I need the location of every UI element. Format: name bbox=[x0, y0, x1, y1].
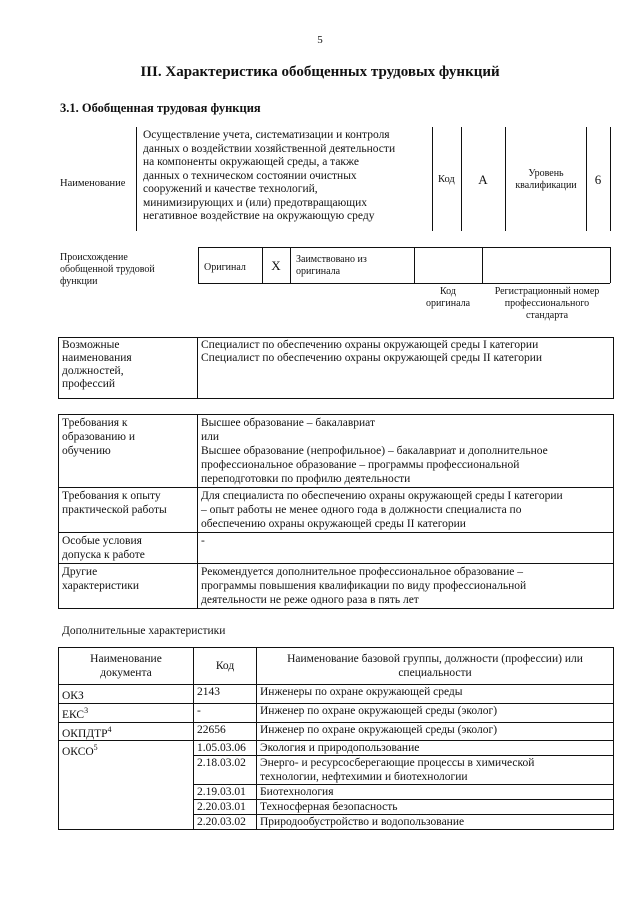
positions-label bbox=[59, 338, 198, 399]
name-cell bbox=[257, 756, 614, 785]
header-doc-line: Наименование bbox=[90, 653, 162, 665]
position-value: Специалист по обеспечению охраны окружающей среды II категории bbox=[201, 352, 543, 364]
code-original-line: оригинала bbox=[425, 298, 471, 309]
function-name-line: данных о воздействии хозяйственной деятельности bbox=[143, 142, 396, 155]
reg-number-line: стандарта bbox=[525, 310, 569, 321]
doc-cell bbox=[59, 685, 194, 704]
position-value: Специалист по обеспечению охраны окружающей среды I категории bbox=[201, 339, 539, 351]
borrowed-label-line: Заимствовано из bbox=[296, 254, 367, 265]
additional-title: Дополнительные характеристики bbox=[62, 625, 226, 637]
code-label: Код bbox=[438, 174, 455, 185]
name-line: Инженеры по охране окружающей среды bbox=[260, 686, 463, 698]
requirements-table bbox=[58, 414, 614, 609]
origin-label-line: Происхождение bbox=[60, 252, 128, 263]
level-value: 6 bbox=[594, 172, 602, 187]
requirement-label bbox=[59, 488, 198, 533]
requirement-label-line: Другие bbox=[62, 566, 98, 578]
name-cell bbox=[257, 741, 614, 756]
code-cell: 2.18.03.02 bbox=[194, 756, 257, 785]
function-name-box bbox=[136, 127, 433, 231]
name-line: Природообустройство и водопользование bbox=[260, 816, 465, 829]
requirement-label-line: практической работы bbox=[62, 504, 167, 516]
level-label bbox=[507, 168, 585, 192]
header-code: Код bbox=[194, 648, 257, 685]
doc-name: ОКЗ bbox=[62, 689, 84, 702]
requirement-label bbox=[59, 564, 198, 609]
footnote-ref: 3 bbox=[84, 705, 89, 715]
requirement-label-line: допуска к работе bbox=[62, 549, 145, 561]
footnote-ref: 4 bbox=[107, 724, 112, 734]
doc-name: ЕКС bbox=[62, 708, 85, 721]
table-row bbox=[59, 415, 614, 488]
name-cell bbox=[257, 815, 614, 830]
name-label: Наименование bbox=[60, 178, 126, 189]
reg-number-label bbox=[484, 286, 610, 322]
requirement-value-line: или bbox=[201, 431, 220, 443]
name-line: Техносферная безопасность bbox=[260, 801, 398, 814]
origin-label-line: обобщенной трудовой bbox=[60, 264, 155, 275]
name-cell bbox=[257, 800, 614, 815]
footnote-ref: 5 bbox=[93, 743, 98, 753]
reg-number-line: Регистрационный номер bbox=[494, 286, 600, 297]
requirement-value-line: программы повышения квалификации по виду профессиональной bbox=[201, 580, 527, 592]
name-cell bbox=[257, 685, 614, 704]
requirement-value-line: Рекомендуется дополнительное профессиональное образование – bbox=[201, 566, 524, 578]
header-doc bbox=[59, 648, 194, 685]
table-row bbox=[59, 722, 614, 741]
function-name-line: на компоненты окружающей среды, а также bbox=[143, 156, 359, 168]
requirement-value-line: обеспечению охраны окружающей среды II категории bbox=[201, 518, 466, 530]
borrowed-label bbox=[296, 254, 367, 278]
requirement-value-line: Для специалиста по обеспечению охраны окружающей среды I категории bbox=[201, 490, 563, 502]
requirement-label bbox=[59, 533, 198, 564]
origin-label-line: функции bbox=[60, 276, 98, 287]
requirement-label-line: Особые условия bbox=[62, 535, 142, 547]
requirement-value-line: - bbox=[201, 535, 205, 547]
positions-label-line: Возможные bbox=[62, 339, 120, 351]
requirement-value bbox=[198, 564, 614, 609]
name-line: технологии, нефтехимии и биотехнологии bbox=[260, 771, 468, 784]
name-cell bbox=[257, 722, 614, 741]
code-cell: 1.05.03.06 bbox=[194, 741, 257, 756]
table-row bbox=[59, 338, 614, 399]
level-label-line: квалификации bbox=[515, 180, 577, 191]
borrowed-label-line: оригинала bbox=[296, 266, 341, 277]
header-name-line: специальности bbox=[398, 667, 472, 679]
name-line: Инженер по охране окружающей среды (эколог) bbox=[260, 704, 498, 717]
requirement-value-line: Высшее образование (непрофильное) – бакалавриат и дополнительное bbox=[201, 445, 548, 457]
code-cell: - bbox=[194, 703, 257, 722]
doc-cell bbox=[59, 722, 194, 741]
header-doc-line: документа bbox=[100, 667, 152, 679]
positions-table bbox=[58, 337, 614, 399]
function-name-line: минимизирующих и (или) предотвращающих bbox=[143, 196, 367, 209]
function-name-line: сооружений и качестве технологий, bbox=[143, 183, 318, 195]
requirement-value bbox=[198, 488, 614, 533]
page-number: 5 bbox=[317, 34, 323, 46]
requirement-value-line: переподготовки по профилю деятельности bbox=[201, 473, 411, 485]
origin-label bbox=[60, 252, 155, 288]
positions-label-line: должностей, bbox=[62, 365, 124, 377]
requirement-label-line: образованию и bbox=[62, 431, 135, 443]
subsection-title: 3.1. Обобщенная трудовая функция bbox=[60, 101, 261, 115]
table-row bbox=[59, 703, 614, 722]
name-line: Инженер по охране окружающей среды (эколог) bbox=[260, 723, 498, 736]
doc-name: ОКПДТР bbox=[62, 727, 108, 740]
code-cell: 2143 bbox=[194, 685, 257, 704]
reg-number-line: профессионального bbox=[504, 298, 590, 309]
requirement-label-line: обучению bbox=[62, 445, 111, 457]
requirement-value bbox=[198, 415, 614, 488]
name-cell bbox=[257, 785, 614, 800]
function-name-line: негативное воздействие на окружающую среду bbox=[143, 210, 375, 222]
requirement-label-line: Требования к bbox=[62, 417, 128, 429]
table-row bbox=[59, 488, 614, 533]
requirement-value bbox=[198, 533, 614, 564]
table-row bbox=[59, 685, 614, 704]
code-original-label bbox=[414, 286, 482, 310]
code-cell: 22656 bbox=[194, 722, 257, 741]
doc-cell bbox=[59, 703, 194, 722]
positions-label-line: профессий bbox=[62, 378, 116, 390]
doc-name: ОКСО bbox=[62, 746, 94, 759]
original-mark: X bbox=[271, 258, 281, 273]
header-name-line: Наименование базовой группы, должности (профессии) или bbox=[287, 653, 583, 665]
requirement-label bbox=[59, 415, 198, 488]
level-label-line: Уровень bbox=[528, 168, 564, 179]
header-name bbox=[257, 648, 614, 685]
requirement-label-line: Требования к опыту bbox=[62, 490, 161, 502]
name-line: Экология и природопользование bbox=[260, 742, 420, 755]
function-name-line: данных о техническом состоянии очистных bbox=[143, 169, 357, 182]
table-row bbox=[59, 564, 614, 609]
name-cell bbox=[257, 703, 614, 722]
table-header-row bbox=[59, 648, 614, 685]
table-row bbox=[59, 533, 614, 564]
requirement-value-line: профессиональное образование – программы профессиональной bbox=[201, 459, 520, 471]
requirement-value-line: деятельности не реже одного раза в пять лет bbox=[201, 594, 419, 606]
code-value: A bbox=[478, 172, 488, 187]
positions-label-line: наименования bbox=[62, 352, 132, 364]
positions-values bbox=[198, 338, 614, 399]
table-row bbox=[59, 741, 614, 756]
doc-cell bbox=[59, 741, 194, 830]
section-title: III. Характеристика обобщенных трудовых функций bbox=[140, 64, 500, 80]
requirement-label-line: характеристики bbox=[62, 580, 140, 592]
requirement-value-line: – опыт работы не менее одного года в должности специалиста по bbox=[201, 504, 522, 516]
code-cell: 2.20.03.02 bbox=[194, 815, 257, 830]
name-line: Биотехнология bbox=[260, 786, 334, 799]
code-cell: 2.20.03.01 bbox=[194, 800, 257, 815]
requirement-value-line: Высшее образование – бакалавриат bbox=[201, 417, 375, 429]
function-name-line: Осуществление учета, систематизации и контроля bbox=[143, 129, 390, 141]
name-line: Энерго- и ресурсосберегающие процессы в химической bbox=[260, 757, 535, 770]
additional-table bbox=[58, 647, 614, 830]
code-original-line: Код bbox=[440, 286, 456, 297]
original-label: Оригинал bbox=[204, 262, 246, 273]
code-cell: 2.19.03.01 bbox=[194, 785, 257, 800]
